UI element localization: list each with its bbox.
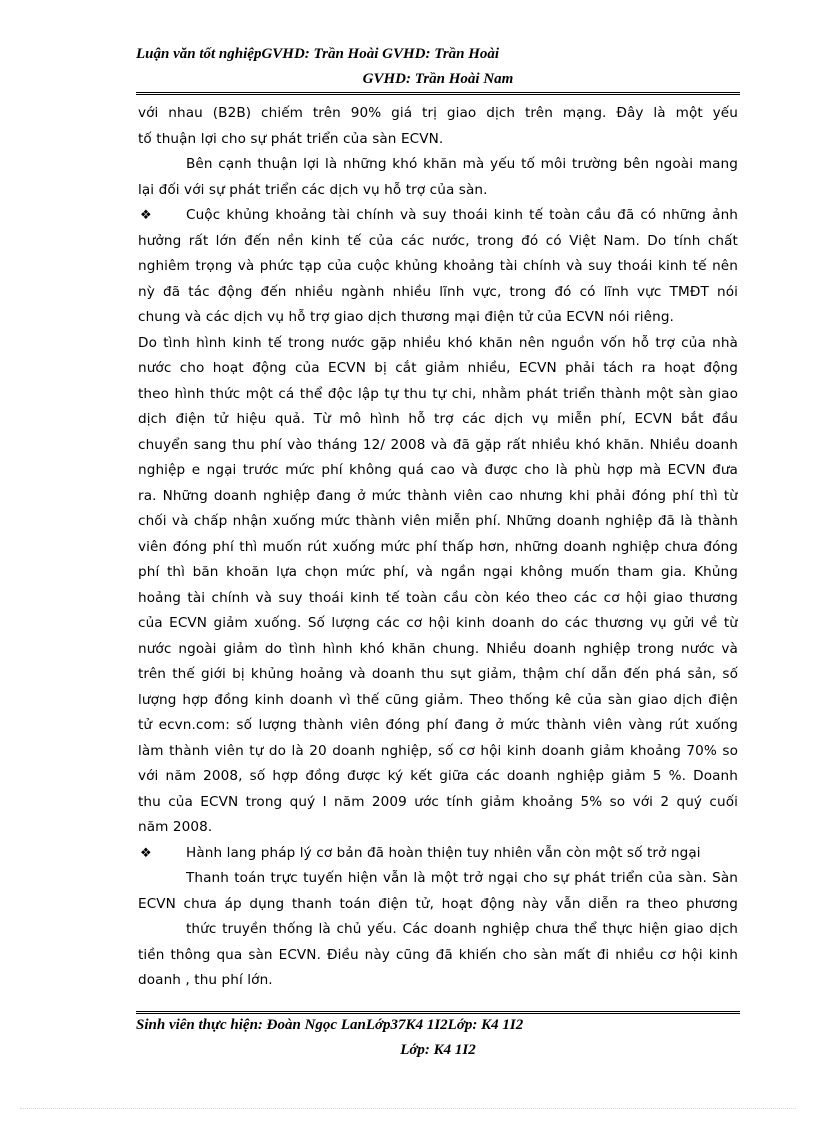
text-line: hoảng tài chính và suy thoái kinh tế toàn cầu còn kéo theo các cơ hội giao thương: [138, 589, 738, 606]
header-title: Luận văn tốt nghiệpGVHD: Trần Hoài GVHD: Trần Hoài: [136, 46, 500, 62]
text-line: hưởng rất lớn đến nền kinh tế của các nước, trong đó có Việt Nam. Do tính chất: [138, 232, 738, 249]
text-line: nước cho hoạt động của ECVN bị cắt giảm nhiều, ECVN phải tách ra hoạt động: [138, 360, 738, 376]
footer-rule: [136, 1011, 740, 1014]
text-line: của ECVN giảm xuống. Số lượng các cơ hội kinh doanh do các thương vụ gửi về từ: [138, 615, 738, 631]
text-line: tử ecvn.com: số lượng thành viên đóng phí đang ở mức thành viên vàng rút xuống: [138, 717, 738, 733]
document-body: [138, 101, 738, 994]
text-line: năm 2008.: [138, 819, 213, 835]
footer-class: Lớp: K4 1I2: [400, 1042, 476, 1058]
text-line: Bên cạnh thuận lợi là những khó khăn mà yếu tố môi trường bên ngoài mang: [186, 156, 738, 172]
text-line: thu của ECVN trong quý I năm 2009 ước tính giảm khoảng 5% so với 2 quý cuối: [138, 793, 738, 810]
text-line: phí thì băn khoăn lựa chọn mức phí, và ngần ngại không muốn tham gia. Khủng: [138, 564, 738, 580]
text-line: chuyển sang thu phí vào tháng 12/ 2008 và đã gặp rất nhiều khó khăn. Nhiều doanh: [138, 436, 738, 453]
bullet-line: ❖ Cuộc khủng khoảng tài chính và suy thoái kinh tế toàn cầu đã có những ảnh: [138, 203, 738, 229]
text-line: với nhau (B2B) chiếm trên 90% giá trị giao dịch trên mạng. Đây là một yếu: [138, 105, 738, 121]
diamond-bullet-icon: ❖: [140, 845, 152, 861]
text-line: dịch điện tử hiệu quả. Từ mô hình hỗ trợ các dịch vụ miễn phí, ECVN bắt đầu: [138, 411, 738, 427]
text-line: với năm 2008, số hợp đồng được ký kết giữa các doanh nghiệp giảm 5 %. Doanh: [138, 768, 738, 784]
bullet-line: ❖ Hành lang pháp lý cơ bản đã hoàn thiện tuy nhiên vẫn còn một số trở ngại: [138, 841, 738, 867]
text-line: ra. Những doanh nghiệp đang ở mức thành viên cao nhưng khi phải đóng phí thì từ: [138, 487, 738, 504]
text-line: lại đối với sự phát triển các dịch vụ hỗ trợ của sàn.: [138, 181, 488, 198]
text-line: tiền thông qua sàn ECVN. Điều này cũng đã khiến cho sàn mất đi nhiều cơ hội kinh: [138, 946, 738, 963]
text-line: nghiêm trọng và phức tạp của cuộc khủng khoảng tài chính và suy thoái kinh tế nên: [138, 258, 738, 274]
text-line: ECVN chưa áp dụng thanh toán điện tử, hoạt động này vẫn diễn ra theo phương: [138, 895, 738, 912]
text-line: nghiệp e ngại trước mức phí không quá cao và được cho là phù hợp mà ECVN đưa: [138, 462, 738, 478]
footer-student: Sinh viên thực hiện: Đoàn Ngọc LanLớp37K4 1I2Lớp: K4 1I2: [136, 1017, 524, 1033]
text-line: thức truyền thống là chủ yếu. Các doanh nghiệp chưa thể thực hiện giao dịch: [186, 921, 738, 937]
page-bottom-divider: [20, 1108, 796, 1109]
text-line: nỳ đã tác động đến nhiều ngành nhiều lĩnh vực, trong đó có lĩnh vực TMĐT nói: [138, 283, 738, 300]
text-line: trên thế giới bị khủng hoảng và doanh thu sụt giảm, thậm chí dẫn đến phá sản, số: [138, 666, 738, 682]
header-rule: [136, 92, 740, 95]
text-line: Thanh toán trực tuyến hiện vẫn là một trở ngại cho sự phát triển của sàn. Sàn: [186, 870, 738, 886]
text-line: theo hình thức một cá thể độc lập tự thu tự chi, nhằm phát triển thành một sàn giao: [138, 385, 738, 402]
text-line: tố thuận lợi cho sự phát triển của sàn ECVN.: [138, 130, 444, 147]
text-line: làm thành viên tự do là 20 doanh nghiệp, số cơ hội kinh doanh giảm khoảng 70% so: [138, 742, 738, 759]
text-line: nước ngoài giảm do tình hình khó khăn chung. Nhiều doanh nghiệp trong nước và: [138, 640, 738, 657]
text-line: Do tình hình kinh tế trong nước gặp nhiều khó khăn nên nguồn vốn hỗ trợ của nhà: [138, 334, 738, 351]
text-line: viên đóng phí thì muốn rút xuống mức phí thấp hơn, những doanh nghiệp chưa đóng: [138, 538, 738, 555]
header-advisor: GVHD: Trần Hoài Nam: [362, 71, 514, 87]
text-line: chung và các dịch vụ hỗ trợ giao dịch thương mại điện tử của ECVN nói riêng.: [138, 309, 674, 325]
text-line: doanh , thu phí lớn.: [138, 972, 273, 988]
diamond-bullet-icon: ❖: [140, 208, 152, 223]
text-line: chối và chấp nhận xuống mức thành viên miễn phí. Những doanh nghiệp đã là thành: [138, 513, 738, 529]
text-line: lượng hợp đồng kinh doanh vì thế cũng giảm. Theo thống kê của sàn giao dịch điện: [138, 691, 738, 708]
